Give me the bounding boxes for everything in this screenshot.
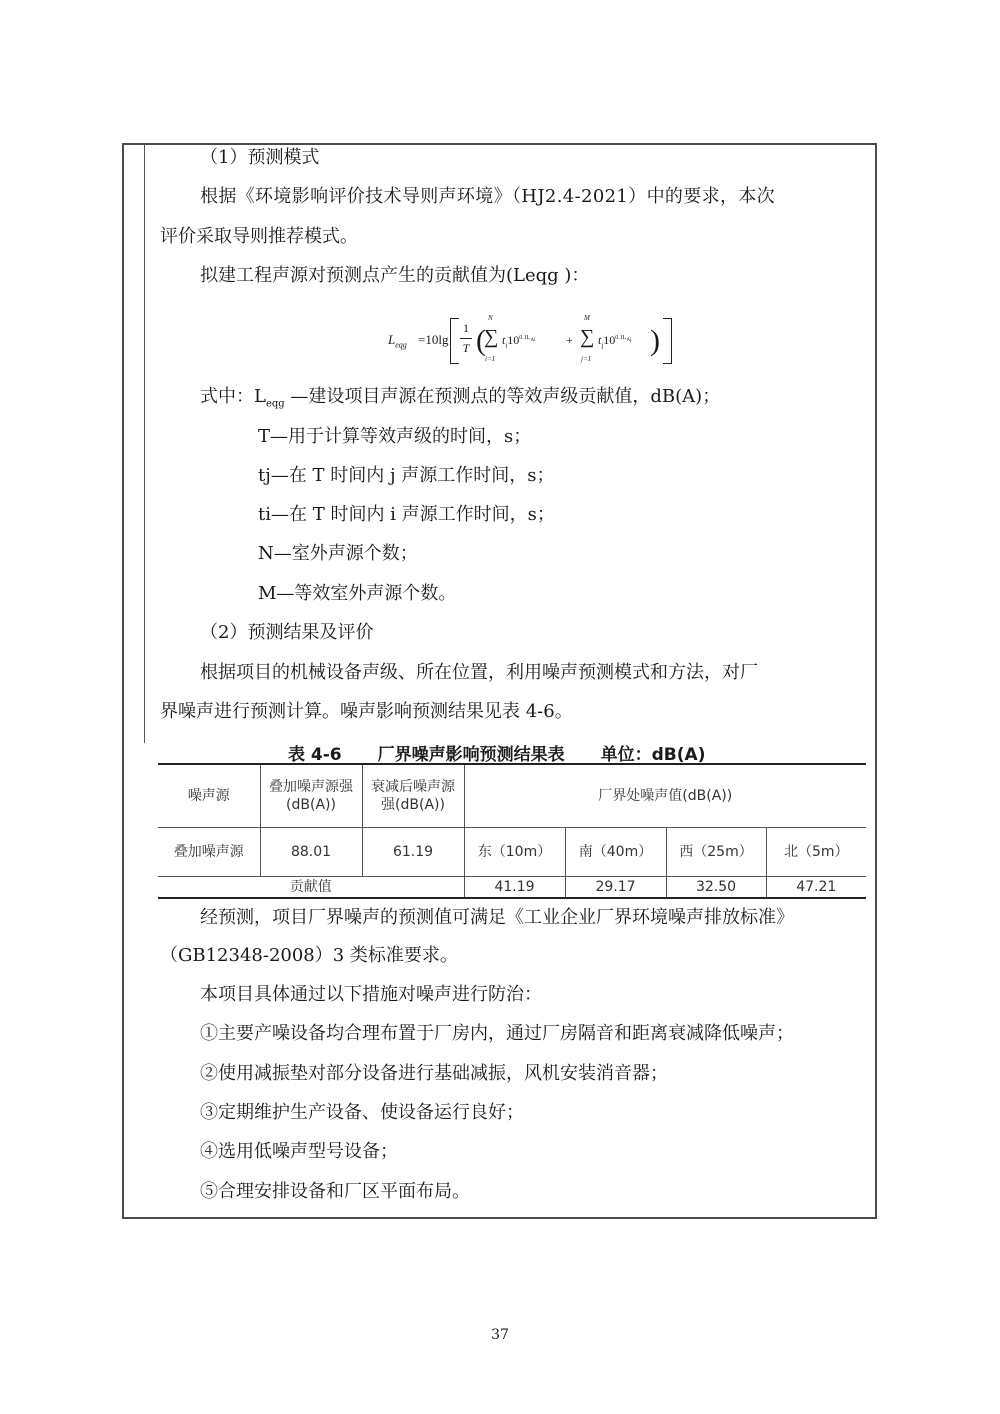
noise-prediction-table xyxy=(158,763,866,899)
sum1-sigma: ∑ xyxy=(484,326,499,348)
section2-para1-line1: 根据项目的机械设备声级、所在位置，利用噪声预测模式和方法，对厂 xyxy=(200,662,758,683)
formula-paren-left: ( xyxy=(476,324,486,357)
formula-lhs: $L_{eqg}$ xyxy=(388,332,407,350)
sum1-lower: i=1 xyxy=(485,355,496,363)
formula-fraction: 1 T xyxy=(460,321,472,356)
table-caption-unit: 单位：dB(A) xyxy=(600,745,706,765)
formula-eq: =10lg xyxy=(418,332,449,347)
section1-heading: （1）预测模式 xyxy=(200,147,320,168)
cell-value-south: 29.17 xyxy=(565,877,666,899)
cell-east: 东（10m） xyxy=(464,828,565,877)
definition-tj: tj—在 T 时间内 j 声源工作时间，s； xyxy=(258,465,555,486)
section1-para1-line1: 根据《环境影响评价技术导则声环境》（HJ2.4-2021）中的要求，本次 xyxy=(200,186,776,207)
formula-plus: + xyxy=(566,333,573,347)
definition-intro: 式中：$L_{eqg}$ —建设项目声源在预测点的等效声级贡献值，dB(A)； xyxy=(200,386,721,410)
cell-south: 南（40m） xyxy=(565,828,666,877)
header-atten: 衰减后噪声源强(dB(A)) xyxy=(362,764,464,828)
formula-paren-right: ) xyxy=(650,324,660,357)
table-caption-title: 厂界噪声影响预测结果表 xyxy=(377,745,565,765)
conclusion-line3: 本项目具体通过以下措施对噪声进行防治： xyxy=(200,984,542,1005)
formula-bracket-right xyxy=(663,318,672,364)
sum2-sigma: ∑ xyxy=(580,326,595,348)
header-source: 噪声源 xyxy=(158,764,260,828)
cell-stack: 88.01 xyxy=(260,828,362,877)
cell-value-north: 47.21 xyxy=(766,877,866,899)
sum2-lower: j=1 xyxy=(581,355,592,363)
cell-west: 西（25m） xyxy=(666,828,766,877)
cell-contribution-label: 贡献值 xyxy=(158,877,464,899)
table-row xyxy=(158,828,866,877)
page-number: 37 xyxy=(491,1327,509,1343)
cell-source: 叠加噪声源 xyxy=(158,828,260,877)
measure-4: ④选用低噪声型号设备； xyxy=(200,1141,398,1162)
cell-value-west: 32.50 xyxy=(666,877,766,899)
formula-term1: $t_i10^{0.1L_{Ai}}$ xyxy=(502,333,536,350)
section2-heading: （2）预测结果及评价 xyxy=(200,622,374,643)
sum2-upper: M xyxy=(584,314,590,322)
conclusion-line1: 经预测，项目厂界噪声的预测值可满足《工业企业厂界环境噪声排放标准》 xyxy=(200,907,794,928)
measure-1: ①主要产噪设备均合理布置于厂房内，通过厂房隔音和距离衰减降低噪声； xyxy=(200,1023,794,1044)
conclusion-line2: （GB12348-2008）3 类标准要求。 xyxy=(160,945,458,966)
definition-N: N—室外声源个数； xyxy=(258,543,418,564)
formula-bracket-left xyxy=(450,318,459,364)
measure-2: ②使用减振垫对部分设备进行基础减振，风机安装消音器； xyxy=(200,1063,668,1084)
formula xyxy=(388,312,688,366)
margin-line xyxy=(144,143,145,743)
section2-para1-line2: 界噪声进行预测计算。噪声影响预测结果见表 4-6。 xyxy=(160,701,573,722)
cell-north: 北（5m） xyxy=(766,828,866,877)
table-caption-number: 表 4-6 xyxy=(288,745,342,765)
measure-5: ⑤合理安排设备和厂区平面布局。 xyxy=(200,1181,470,1202)
definition-M: M—等效室外声源个数。 xyxy=(258,583,457,604)
table-header-row xyxy=(158,764,866,828)
header-stack: 叠加噪声源强(dB(A)) xyxy=(260,764,362,828)
definition-ti: ti—在 T 时间内 i 声源工作时间，s； xyxy=(258,504,555,525)
definition-T: T—用于计算等效声级的时间，s； xyxy=(258,426,532,447)
cell-atten: 61.19 xyxy=(362,828,464,877)
section1-para1-line2: 评价采取导则推荐模式。 xyxy=(160,226,358,247)
formula-term2: $t_j10^{0.1L_{Aj}}$ xyxy=(598,333,632,350)
sum1-upper: N xyxy=(488,314,493,322)
measure-3: ③定期维护生产设备、使设备运行良好； xyxy=(200,1102,524,1123)
table-caption xyxy=(288,740,705,765)
cell-value-east: 41.19 xyxy=(464,877,565,899)
section1-para2: 拟建工程声源对预测点产生的贡献值为(Leqg )： xyxy=(200,265,590,286)
header-boundary: 厂界处噪声值(dB(A)) xyxy=(464,764,866,828)
table-row xyxy=(158,877,866,899)
